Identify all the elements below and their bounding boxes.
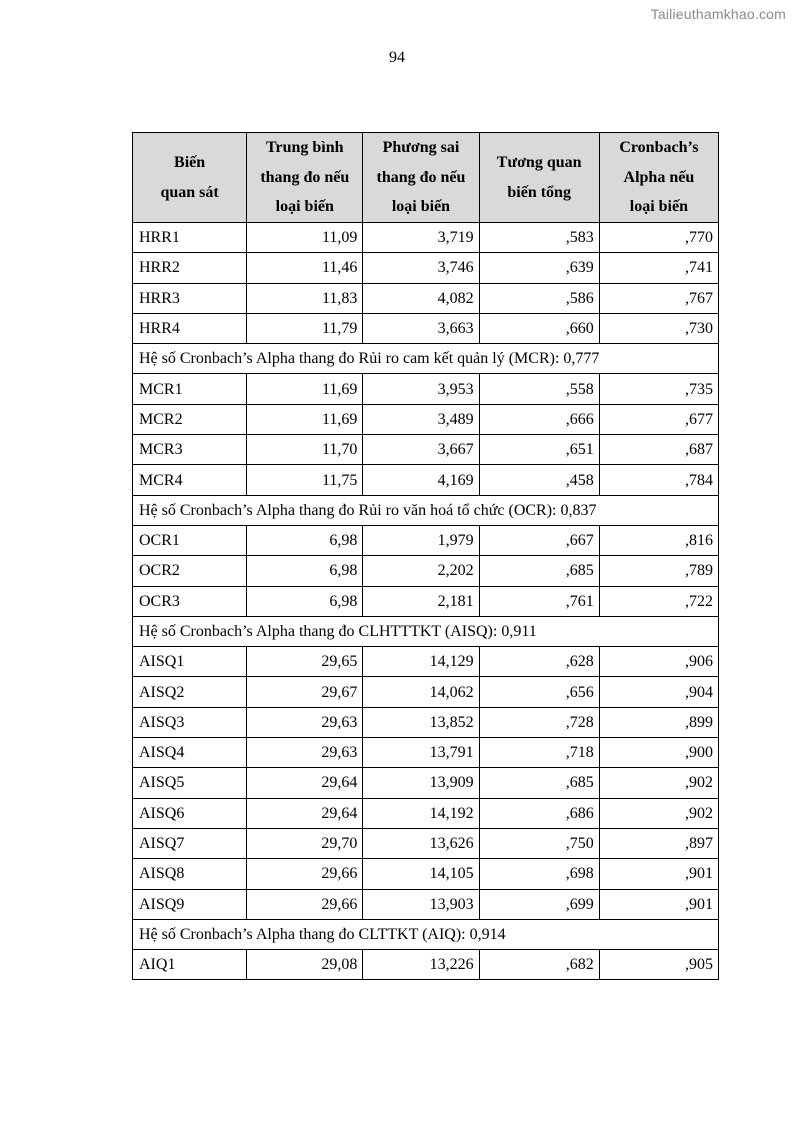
header-line: loại biến bbox=[275, 198, 334, 216]
variable-name-cell: AISQ3 bbox=[133, 707, 247, 737]
value-cell: ,699 bbox=[479, 889, 599, 919]
value-cell: ,905 bbox=[599, 950, 718, 980]
value-cell: 13,791 bbox=[363, 738, 479, 768]
variable-name-cell: AISQ2 bbox=[133, 677, 247, 707]
table-row bbox=[133, 707, 719, 737]
header-line: biến tổng bbox=[507, 183, 571, 201]
variable-name-cell: AISQ7 bbox=[133, 828, 247, 858]
value-cell: 4,169 bbox=[363, 465, 479, 495]
value-cell: 11,70 bbox=[247, 435, 363, 465]
variable-name-cell: MCR4 bbox=[133, 465, 247, 495]
table-row bbox=[133, 828, 719, 858]
variable-name-cell: MCR1 bbox=[133, 374, 247, 404]
value-cell: ,666 bbox=[479, 404, 599, 434]
table-row bbox=[133, 859, 719, 889]
variable-name-cell: HRR4 bbox=[133, 313, 247, 343]
value-cell: ,741 bbox=[599, 253, 718, 283]
section-row bbox=[133, 616, 719, 646]
header-line: quan sát bbox=[160, 183, 219, 201]
value-cell: 13,909 bbox=[363, 768, 479, 798]
header-line: Trung bình bbox=[266, 139, 344, 157]
header-line: Phương sai bbox=[382, 139, 460, 157]
value-cell: 3,663 bbox=[363, 313, 479, 343]
value-cell: ,761 bbox=[479, 586, 599, 616]
table-row bbox=[133, 525, 719, 555]
value-cell: ,656 bbox=[479, 677, 599, 707]
variable-name-cell: AISQ8 bbox=[133, 859, 247, 889]
value-cell: ,897 bbox=[599, 828, 718, 858]
value-cell: 13,226 bbox=[363, 950, 479, 980]
variable-name-cell: MCR2 bbox=[133, 404, 247, 434]
value-cell: ,718 bbox=[479, 738, 599, 768]
value-cell: 4,082 bbox=[363, 283, 479, 313]
value-cell: ,735 bbox=[599, 374, 718, 404]
value-cell: 29,67 bbox=[247, 677, 363, 707]
table-row bbox=[133, 374, 719, 404]
value-cell: ,767 bbox=[599, 283, 718, 313]
table-row bbox=[133, 313, 719, 343]
value-cell: 11,79 bbox=[247, 313, 363, 343]
watermark-text: Tailieuthamkhao.com bbox=[650, 6, 786, 22]
header-cell bbox=[479, 133, 599, 223]
table-row bbox=[133, 798, 719, 828]
value-cell: ,900 bbox=[599, 738, 718, 768]
section-row bbox=[133, 344, 719, 374]
value-cell: 11,83 bbox=[247, 283, 363, 313]
value-cell: ,899 bbox=[599, 707, 718, 737]
table-row bbox=[133, 768, 719, 798]
header-cell bbox=[247, 133, 363, 223]
variable-name-cell: HRR3 bbox=[133, 283, 247, 313]
value-cell: 6,98 bbox=[247, 586, 363, 616]
table-row bbox=[133, 253, 719, 283]
header-cell bbox=[363, 133, 479, 223]
value-cell: 11,69 bbox=[247, 404, 363, 434]
table-row bbox=[133, 647, 719, 677]
value-cell: 29,65 bbox=[247, 647, 363, 677]
value-cell: 29,08 bbox=[247, 950, 363, 980]
value-cell: ,685 bbox=[479, 556, 599, 586]
value-cell: 11,75 bbox=[247, 465, 363, 495]
header-line: Biến bbox=[174, 154, 206, 171]
value-cell: ,901 bbox=[599, 859, 718, 889]
value-cell: 3,489 bbox=[363, 404, 479, 434]
value-cell: ,728 bbox=[479, 707, 599, 737]
value-cell: 3,746 bbox=[363, 253, 479, 283]
variable-name-cell: AISQ4 bbox=[133, 738, 247, 768]
value-cell: ,651 bbox=[479, 435, 599, 465]
table-body bbox=[133, 223, 719, 980]
value-cell: ,730 bbox=[599, 313, 718, 343]
variable-name-cell: OCR3 bbox=[133, 586, 247, 616]
header-line: Tương quan bbox=[496, 154, 582, 171]
value-cell: ,685 bbox=[479, 768, 599, 798]
value-cell: 13,626 bbox=[363, 828, 479, 858]
section-summary-text: Hệ số Cronbach’s Alpha thang đo Rủi ro văn hoá tổ chức (OCR): 0,837 bbox=[133, 495, 719, 525]
value-cell: 29,63 bbox=[247, 707, 363, 737]
value-cell: ,458 bbox=[479, 465, 599, 495]
variable-name-cell: AISQ6 bbox=[133, 798, 247, 828]
value-cell: ,904 bbox=[599, 677, 718, 707]
value-cell: 11,09 bbox=[247, 223, 363, 253]
value-cell: 1,979 bbox=[363, 525, 479, 555]
variable-name-cell: OCR1 bbox=[133, 525, 247, 555]
value-cell: ,660 bbox=[479, 313, 599, 343]
value-cell: 2,181 bbox=[363, 586, 479, 616]
variable-name-cell: HRR2 bbox=[133, 253, 247, 283]
table-row bbox=[133, 586, 719, 616]
header-line: Alpha nếu bbox=[623, 168, 695, 186]
header-line: loại biến bbox=[629, 198, 688, 216]
variable-name-cell: AIQ1 bbox=[133, 950, 247, 980]
value-cell: 6,98 bbox=[247, 525, 363, 555]
section-summary-text: Hệ số Cronbach’s Alpha thang đo Rủi ro cam kết quản lý (MCR): 0,777 bbox=[133, 344, 719, 374]
value-cell: ,686 bbox=[479, 798, 599, 828]
variable-name-cell: AISQ9 bbox=[133, 889, 247, 919]
header-cell bbox=[133, 133, 247, 223]
table-row bbox=[133, 677, 719, 707]
value-cell: ,698 bbox=[479, 859, 599, 889]
section-row bbox=[133, 919, 719, 949]
table-row bbox=[133, 404, 719, 434]
value-cell: 2,202 bbox=[363, 556, 479, 586]
value-cell: 3,953 bbox=[363, 374, 479, 404]
value-cell: ,682 bbox=[479, 950, 599, 980]
value-cell: ,789 bbox=[599, 556, 718, 586]
value-cell: 3,719 bbox=[363, 223, 479, 253]
value-cell: ,750 bbox=[479, 828, 599, 858]
value-cell: ,902 bbox=[599, 768, 718, 798]
value-cell: ,558 bbox=[479, 374, 599, 404]
value-cell: ,906 bbox=[599, 647, 718, 677]
value-cell: 11,69 bbox=[247, 374, 363, 404]
value-cell: 14,105 bbox=[363, 859, 479, 889]
value-cell: 13,903 bbox=[363, 889, 479, 919]
table-row bbox=[133, 435, 719, 465]
value-cell: 14,192 bbox=[363, 798, 479, 828]
value-cell: 29,66 bbox=[247, 889, 363, 919]
value-cell: ,667 bbox=[479, 525, 599, 555]
variable-name-cell: MCR3 bbox=[133, 435, 247, 465]
header-line: Cronbach’s bbox=[619, 139, 699, 157]
value-cell: ,586 bbox=[479, 283, 599, 313]
value-cell: 6,98 bbox=[247, 556, 363, 586]
value-cell: 3,667 bbox=[363, 435, 479, 465]
value-cell: 14,129 bbox=[363, 647, 479, 677]
section-row bbox=[133, 495, 719, 525]
value-cell: ,677 bbox=[599, 404, 718, 434]
table-row bbox=[133, 223, 719, 253]
variable-name-cell: AISQ5 bbox=[133, 768, 247, 798]
value-cell: ,639 bbox=[479, 253, 599, 283]
value-cell: ,628 bbox=[479, 647, 599, 677]
value-cell: ,784 bbox=[599, 465, 718, 495]
value-cell: ,583 bbox=[479, 223, 599, 253]
value-cell: ,722 bbox=[599, 586, 718, 616]
table-row bbox=[133, 556, 719, 586]
value-cell: 29,64 bbox=[247, 798, 363, 828]
table-row bbox=[133, 465, 719, 495]
section-summary-text: Hệ số Cronbach’s Alpha thang đo CLTTKT (AIQ): 0,914 bbox=[133, 919, 719, 949]
variable-name-cell: OCR2 bbox=[133, 556, 247, 586]
variable-name-cell: AISQ1 bbox=[133, 647, 247, 677]
section-summary-text: Hệ số Cronbach’s Alpha thang đo CLHTTTKT (AISQ): 0,911 bbox=[133, 616, 719, 646]
header-line: thang đo nếu bbox=[260, 168, 350, 186]
value-cell: ,902 bbox=[599, 798, 718, 828]
table-header-row bbox=[133, 133, 719, 223]
table-row bbox=[133, 950, 719, 980]
page-number: 94 bbox=[389, 49, 405, 66]
value-cell: ,901 bbox=[599, 889, 718, 919]
cronbach-alpha-table bbox=[132, 132, 719, 980]
value-cell: 14,062 bbox=[363, 677, 479, 707]
value-cell: ,816 bbox=[599, 525, 718, 555]
header-line: loại biến bbox=[391, 198, 451, 216]
table-row bbox=[133, 889, 719, 919]
header-cell bbox=[599, 133, 718, 223]
value-cell: 29,64 bbox=[247, 768, 363, 798]
variable-name-cell: HRR1 bbox=[133, 223, 247, 253]
table-row bbox=[133, 283, 719, 313]
value-cell: 13,852 bbox=[363, 707, 479, 737]
header-line: thang đo nếu bbox=[376, 168, 466, 186]
value-cell: 29,63 bbox=[247, 738, 363, 768]
value-cell: 11,46 bbox=[247, 253, 363, 283]
value-cell: ,770 bbox=[599, 223, 718, 253]
value-cell: ,687 bbox=[599, 435, 718, 465]
value-cell: 29,66 bbox=[247, 859, 363, 889]
value-cell: 29,70 bbox=[247, 828, 363, 858]
table-row bbox=[133, 738, 719, 768]
